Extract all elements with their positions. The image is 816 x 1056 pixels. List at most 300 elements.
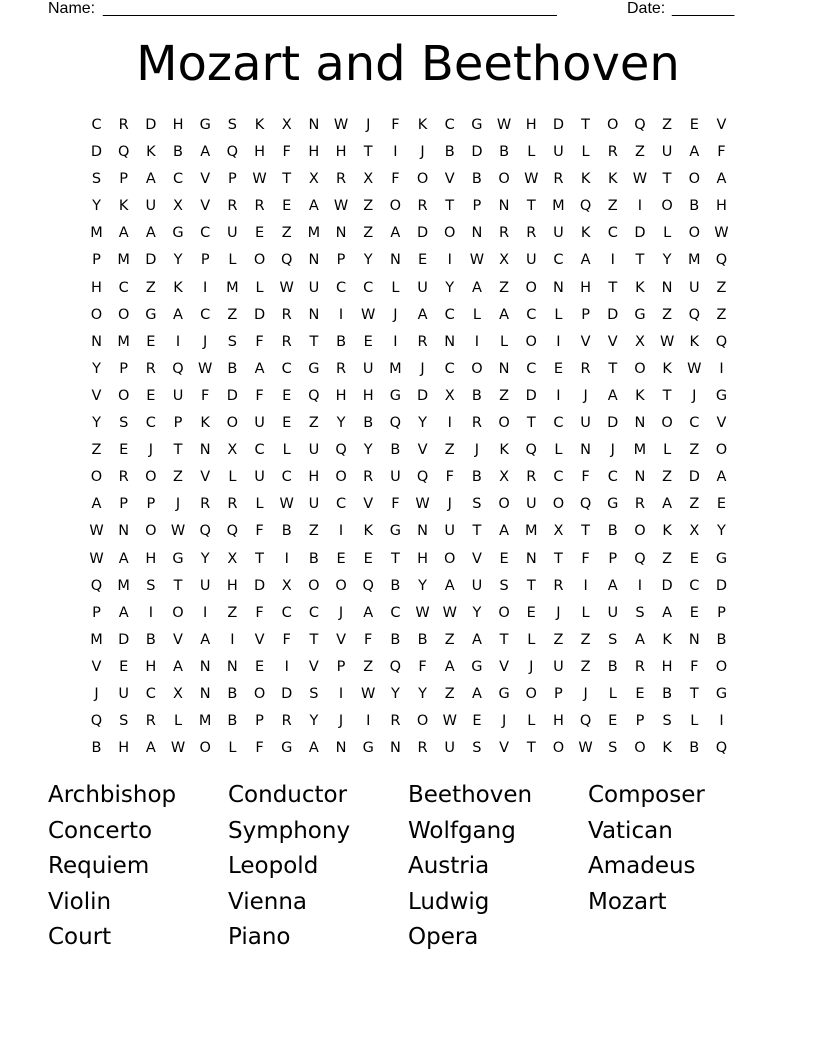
word-list-item: Beethoven [408,782,533,808]
name-label: Name: [48,0,96,17]
grid-letter: T [608,360,618,377]
grid-letter: E [146,387,156,404]
grid-letter: U [553,144,564,161]
grid-letter: N [199,442,211,459]
grid-letter: I [284,550,289,567]
grid-letter: W [632,171,648,188]
grid-letter: C [689,577,700,594]
grid-letter: T [689,685,699,702]
grid-letter: K [580,225,591,242]
grid-letter: E [417,252,428,269]
grid-letter: X [444,387,455,404]
grid-letter: L [527,713,536,730]
grid-letter: R [145,713,156,730]
grid-letter: Q [389,415,402,432]
grid-letter: F [364,631,373,648]
grid-letter: L [173,713,183,730]
grid-letter: T [255,550,264,567]
grid-letter: W [496,117,512,133]
grid-letter: I [474,333,480,350]
grid-letter: Q [688,306,700,323]
grid-letter: L [228,252,237,269]
grid-letter: T [526,740,536,757]
grid-letter: R [281,713,292,730]
grid-letter: A [417,306,428,323]
grid-letter: O [335,577,347,594]
grid-letter: B [689,198,700,215]
grid-letter: E [635,685,645,702]
grid-letter: X [363,171,374,188]
grid-letter: K [200,415,210,432]
grid-letter: C [281,604,292,621]
grid-letter: C [553,469,564,486]
grid-letter: Q [172,360,184,377]
grid-letter: R [336,360,347,377]
grid-letter: O [335,469,347,486]
grid-letter: B [417,631,428,648]
grid-letter: I [637,198,643,215]
grid-letter: D [118,631,130,648]
grid-letter: D [253,306,266,323]
grid-letter: K [363,523,373,540]
grid-letter: O [389,198,402,215]
grid-letter: Q [389,658,402,675]
grid-letter: T [581,117,591,133]
word-list-item: Archbishop [48,782,177,808]
grid-letter: Q [199,523,211,540]
grid-letter: J [338,604,344,621]
grid-letter: N [498,360,510,377]
grid-letter: J [529,658,534,675]
grid-letter: K [580,171,591,188]
grid-letter: D [90,144,103,161]
grid-letter: R [417,740,428,757]
grid-letter: G [308,360,320,377]
grid-letter: N [525,550,537,567]
grid-letter: L [255,496,264,513]
grid-letter: J [338,713,344,730]
grid-letter: R [227,198,238,215]
grid-letter: D [552,117,564,133]
grid-letter: P [200,252,210,269]
grid-letter: J [393,306,398,323]
grid-letter: P [336,658,346,675]
grid-letter: D [281,685,293,702]
grid-letter: V [716,117,727,133]
grid-letter: X [173,198,183,215]
grid-row [84,170,734,197]
grid-letter: D [145,117,157,133]
grid-letter: D [416,225,429,242]
grid-letter: S [608,740,618,757]
grid-letter: V [444,171,455,188]
grid-letter: S [119,415,129,432]
grid-letter: F [255,523,264,540]
grid-letter: Z [689,496,700,513]
grid-letter: I [148,604,153,621]
grid-letter: A [607,387,618,404]
grid-letter: A [200,631,211,648]
grid-letter: W [469,252,485,269]
grid-letter: N [308,306,320,323]
word-list-row [48,816,768,852]
grid-letter: L [608,685,617,702]
grid-letter: N [335,740,347,757]
grid-letter: O [498,496,510,513]
grid-letter: V [471,550,482,567]
grid-letter: B [91,740,102,757]
grid-letter: I [447,252,452,269]
grid-letter: N [308,252,320,269]
grid-letter: A [662,496,673,513]
grid-letter: A [145,171,156,188]
grid-letter: L [228,469,237,486]
grid-letter: B [390,442,401,459]
grid-letter: U [254,469,265,486]
grid-letter: D [634,225,646,242]
grid-letter: X [499,252,510,269]
grid-letter: U [444,523,456,540]
grid-letter: H [254,144,265,161]
grid-letter: T [309,333,319,350]
grid-letter: T [635,252,645,269]
grid-letter: R [471,415,482,432]
word-list-row [48,922,768,958]
grid-letter: C [281,360,292,377]
grid-letter: Q [579,713,592,730]
grid-letter: S [635,604,645,621]
grid-letter: R [227,496,238,513]
grid-row [84,468,734,495]
grid-letter: C [145,415,156,432]
grid-letter: F [201,387,210,404]
grid-letter: S [146,577,156,594]
grid-letter: S [227,117,237,133]
grid-letter: V [254,631,265,648]
grid-letter: G [172,550,184,567]
grid-letter: H [145,658,157,675]
grid-letter: E [716,496,727,513]
grid-letter: U [444,740,456,757]
grid-letter: R [118,469,129,486]
grid-letter: Z [363,225,374,242]
grid-letter: Z [499,279,510,296]
grid-letter: H [335,144,347,161]
grid-letter: M [688,252,701,269]
grid-letter: M [198,713,212,730]
word-list-item: Leopold [228,853,319,880]
grid-letter: F [255,740,264,757]
grid-letter: K [146,144,156,161]
word-list-row [48,887,768,923]
grid-letter: P [92,252,101,269]
grid-letter: Z [662,117,673,133]
grid-letter: Y [173,252,183,269]
grid-letter: U [688,279,700,296]
grid-letter: E [146,333,156,350]
grid-letter: A [91,496,102,513]
grid-letter: Q [416,469,429,486]
grid-letter: M [307,225,321,242]
grid-letter: H [552,713,564,730]
grid-letter: Z [363,658,374,675]
grid-letter: A [662,604,673,621]
grid-letter: E [553,360,563,377]
grid-letter: G [715,550,728,567]
grid-letter: U [308,442,320,459]
word-list-item: Violin [48,888,112,915]
grid-letter: A [444,577,455,594]
grid-letter: K [635,387,645,404]
grid-letter: R [553,171,564,188]
grid-letter: N [688,631,700,648]
grid-letter: H [335,387,347,404]
grid-letter: C [444,306,455,323]
grid-letter: O [498,604,510,621]
grid-letter: Z [145,279,156,296]
grid-letter: S [91,171,102,188]
word-list-item: Wolfgang [408,817,516,844]
grid-row [84,116,734,143]
grid-letter: L [282,442,291,459]
grid-letter: C [390,604,401,621]
grid-letter: K [173,279,183,296]
grid-letter: L [500,333,509,350]
grid-letter: Y [92,198,101,215]
grid-letter: H [308,144,320,161]
grid-letter: Y [390,685,400,702]
grid-letter: R [254,198,265,215]
grid-letter: A [145,225,156,242]
grid-letter: A [363,604,374,621]
word-list-item: Vienna [228,888,308,915]
word-list-item: Requiem [48,853,150,880]
grid-letter: G [634,306,646,323]
grid-letter: I [230,631,235,648]
grid-letter: I [719,360,724,377]
grid-letter: R [145,360,156,377]
grid-letter: F [581,469,590,486]
grid-letter: A [471,685,482,702]
grid-letter: F [282,631,291,648]
grid-letter: W [578,740,593,757]
grid-letter: I [393,144,398,161]
grid-letter: I [284,658,289,675]
grid-letter: P [119,171,129,188]
grid-letter: Z [580,631,591,648]
grid-letter: U [390,469,401,486]
grid-letter: V [580,333,591,350]
grid-letter: P [146,496,156,513]
grid-letter: T [662,387,672,404]
grid-letter: V [716,415,727,432]
grid-letter: O [688,171,700,188]
grid-letter: X [499,469,510,486]
grid-letter: W [361,306,376,323]
grid-letter: K [417,117,428,133]
grid-letter: N [580,442,592,459]
grid-letter: D [607,306,619,323]
grid-letter: L [554,306,563,323]
grid-letter: A [607,577,618,594]
grid-letter: A [118,604,129,621]
grid-letter: L [581,144,590,161]
grid-letter: Y [662,252,672,269]
grid-letter: E [254,658,265,675]
grid-letter: S [499,577,509,594]
grid-letter: Z [553,631,564,648]
grid-letter: O [634,523,646,540]
grid-letter: W [524,171,539,188]
grid-letter: C [118,279,129,296]
grid-letter: W [198,360,213,377]
grid-letter: C [308,604,319,621]
grid-letter: T [526,198,536,215]
grid-letter: P [173,415,183,432]
grid-letter: W [170,740,186,757]
grid-letter: Q [335,442,347,459]
grid-letter: M [90,225,103,242]
grid-letter: M [117,333,130,350]
grid-letter: C [145,685,156,702]
grid-row [84,577,734,604]
grid-letter: E [282,415,292,432]
grid-letter: S [472,496,482,513]
grid-letter: M [389,360,402,377]
grid-letter: D [253,577,266,594]
grid-letter: W [333,198,349,215]
grid-letter: L [690,713,699,730]
grid-letter: T [526,415,536,432]
grid-letter: P [119,496,129,513]
grid-letter: C [335,496,347,513]
grid-letter: P [92,604,101,621]
grid-letter: V [607,333,618,350]
grid-letter: U [553,225,564,242]
grid-letter: J [583,387,588,404]
grid-letter: O [145,469,157,486]
grid-letter: C [281,469,292,486]
grid-letter: T [363,144,373,161]
grid-letter: B [390,631,401,648]
grid-letter: Y [363,252,373,269]
grid-letter: A [689,144,700,161]
grid-letter: C [526,306,537,323]
grid-letter: C [200,306,211,323]
grid-letter: J [692,387,697,404]
grid-row [84,306,734,333]
grid-letter: T [526,577,536,594]
grid-letter: E [363,550,373,567]
grid-letter: K [635,279,645,296]
grid-letter: Z [662,550,673,567]
grid-letter: Q [226,523,239,540]
grid-letter: Z [308,523,319,540]
grid-letter: B [607,658,618,675]
grid-letter: B [716,631,727,648]
grid-letter: M [552,198,565,215]
grid-row [84,550,734,577]
grid-letter: W [659,333,675,350]
grid-letter: Y [418,577,427,594]
grid-letter: F [255,604,264,621]
grid-letter: J [610,442,615,459]
grid-letter: Q [579,198,592,215]
grid-letter: J [501,713,507,730]
grid-letter: Z [716,279,727,296]
grid-row [84,279,734,306]
grid-letter: R [336,171,347,188]
grid-letter: Z [444,631,455,648]
grid-letter: A [716,171,727,188]
grid-letter: H [172,117,184,133]
grid-letter: B [173,144,183,161]
grid-letter: D [471,144,483,161]
letter-grid [84,116,734,760]
grid-letter: R [281,333,292,350]
grid-letter: W [714,225,729,242]
grid-letter: C [689,415,700,432]
grid-letter: Z [91,442,102,459]
word-list-item: Conductor [228,782,348,808]
grid-letter: O [661,415,673,432]
grid-letter: B [390,577,401,594]
grid-letter: V [91,658,102,675]
grid-letter: Q [634,550,646,567]
grid-letter: O [90,306,103,323]
grid-letter: U [607,604,619,621]
grid-letter: L [472,306,481,323]
word-list-row [48,851,768,887]
grid-letter: X [634,333,645,350]
grid-letter: Z [281,225,292,242]
grid-letter: U [580,415,591,432]
grid-letter: U [362,360,374,377]
grid-letter: I [556,333,561,350]
grid-letter: D [145,252,157,269]
grid-letter: E [526,604,536,621]
grid-letter: T [445,198,455,215]
grid-letter: D [688,469,700,486]
grid-letter: A [499,306,510,323]
word-list-item: Piano [228,924,291,951]
grid-letter: J [203,333,208,350]
grid-letter: V [499,740,510,757]
grid-letter: B [227,713,238,730]
grid-letter: A [716,469,727,486]
grid-letter: A [200,144,211,161]
grid-letter: U [661,144,673,161]
grid-letter: Z [363,198,374,215]
grid-letter: A [308,198,319,215]
grid-letter: D [661,577,673,594]
grid-letter: F [391,117,400,133]
word-list-item: Austria [408,853,490,880]
grid-letter: J [148,442,153,459]
grid-letter: O [226,415,239,432]
grid-letter: Q [117,144,130,161]
grid-letter: P [336,252,346,269]
word-list-item: Amadeus [588,853,696,880]
grid-letter: A [145,740,156,757]
grid-letter: A [444,658,455,675]
grid-letter: O [416,713,429,730]
grid-letter: R [580,360,591,377]
grid-row [84,739,734,766]
grid-row [84,387,734,414]
grid-letter: A [499,523,510,540]
grid-letter: Q [525,442,537,459]
